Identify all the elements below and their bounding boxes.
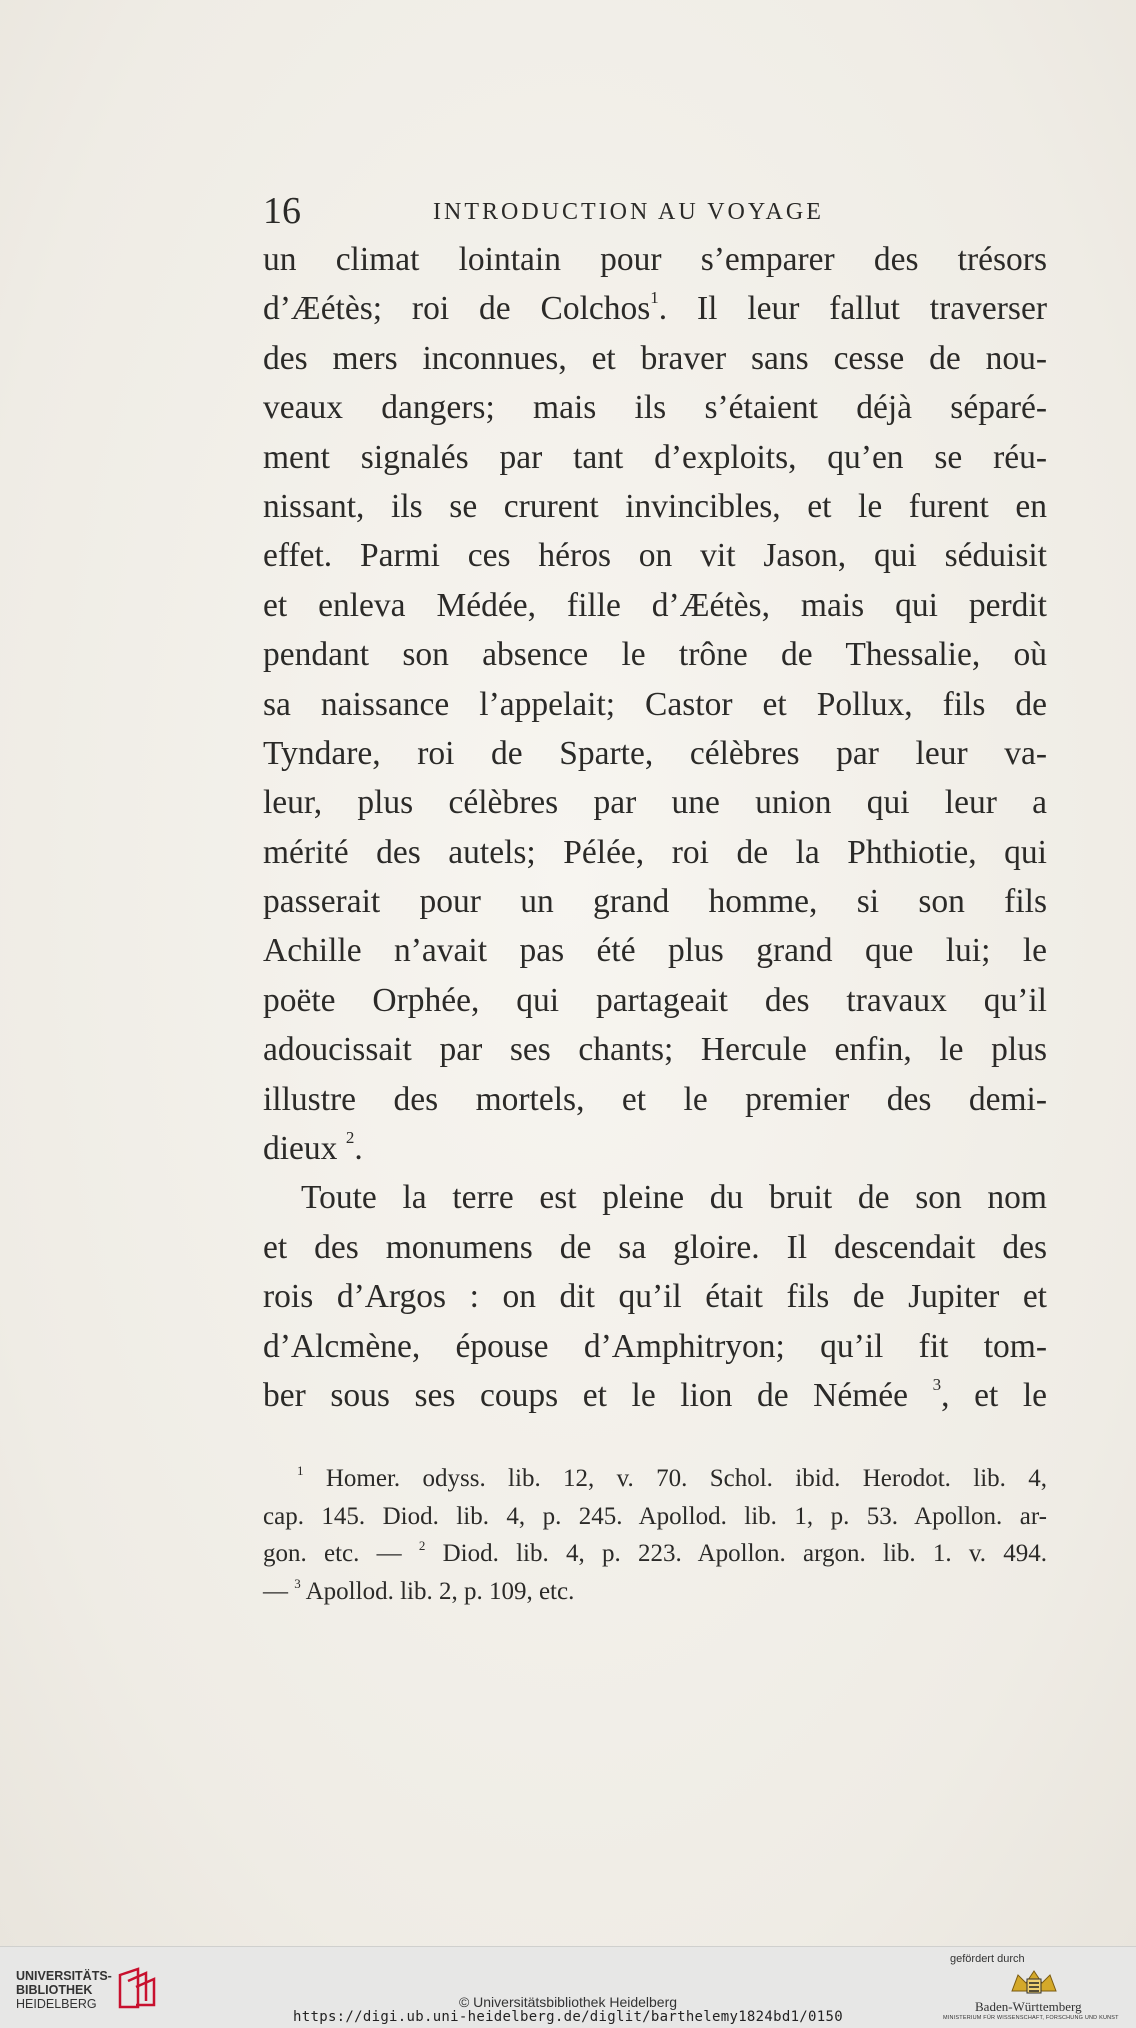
text-line: veaux dangers; mais ils s’étaient déjà séparé- bbox=[263, 389, 1047, 427]
text-line: Toute la terre est pleine du bruit de son nom bbox=[301, 1179, 1047, 1217]
footnote-line bbox=[263, 1573, 1047, 1611]
text-line: et des monumens de sa gloire. Il descendait des bbox=[263, 1228, 1047, 1266]
main-text bbox=[263, 235, 1047, 1420]
page-number: 16 bbox=[263, 190, 301, 232]
library-name-line: UNIVERSITÄTS- bbox=[16, 1969, 112, 1983]
permalink[interactable]: https://digi.ub.uni-heidelberg.de/diglit/barthelemy1824bd1/0150 bbox=[293, 2009, 843, 2025]
text-line: d’Alcmène, épouse d’Amphitryon; qu’il fit tom- bbox=[263, 1327, 1047, 1365]
text-line bbox=[263, 1371, 1047, 1420]
text-segment: ber sous ses coups et le lion de Némée bbox=[263, 1376, 909, 1414]
text-line: ment signalés par tant d’exploits, qu’en se réu- bbox=[263, 438, 1047, 476]
text-line: mérité des autels; Pélée, roi de la Phthiotie, qui bbox=[263, 833, 1047, 871]
text-line: des mers inconnues, et braver sans cesse de nou- bbox=[263, 339, 1047, 377]
library-name-line: HEIDELBERG bbox=[16, 1997, 97, 2011]
footnote-mark: 3 bbox=[294, 1575, 301, 1591]
text-segment: Homer. odyss. lib. 12, v. 70. Schol. ibid. Herodot. lib. 4, bbox=[325, 1465, 1048, 1492]
text-line: adoucissait par ses chants; Hercule enfin, le plus bbox=[263, 1031, 1047, 1069]
text-segment: Diod. lib. 4, p. 223. Apollon. argon. lib. 1. v. 494. bbox=[425, 1540, 1047, 1567]
text-line: un climat lointain pour s’emparer des trésors bbox=[263, 241, 1047, 278]
text-segment: . Il leur fallut traverser bbox=[658, 290, 1047, 328]
text-line: Tyndare, roi de Sparte, célèbres par leur va- bbox=[263, 734, 1047, 772]
note-mark: 3 bbox=[932, 1374, 942, 1394]
text-segment: gon. etc. — bbox=[263, 1540, 402, 1567]
note-mark: 1 bbox=[650, 288, 659, 308]
text-segment: Apollod. lib. 2, p. 109, etc. bbox=[305, 1577, 575, 1605]
copyright-notice: © Universitätsbibliothek Heidelberg bbox=[458, 1994, 678, 2010]
text-line: poëte Orphée, qui partageait des travaux qu’il bbox=[263, 981, 1047, 1019]
page-header bbox=[263, 186, 1047, 236]
text-segment: d’Æétès; roi de Colchos bbox=[263, 290, 651, 328]
text-line: effet. Parmi ces héros on vit Jason, qui séduisit bbox=[263, 537, 1047, 575]
text-line: passerait pour un grand homme, si son fils bbox=[263, 883, 1047, 921]
sponsor-subtitle: MINISTERIUM FÜR WISSENSCHAFT, FORSCHUNG UND KUNST bbox=[943, 2015, 1119, 2021]
text-line bbox=[263, 284, 1047, 333]
text-line bbox=[263, 1124, 1047, 1173]
viewer-footer bbox=[0, 1946, 1136, 2028]
text-segment: . bbox=[354, 1130, 363, 1168]
note-mark: 2 bbox=[345, 1128, 355, 1148]
library-name-line: BIBLIOTHEK bbox=[16, 1983, 93, 1997]
text-line: et enleva Médée, fille d’Æétès, mais qui perdit bbox=[263, 586, 1047, 624]
text-line: Achille n’avait pas été plus grand que lui; le bbox=[263, 932, 1047, 970]
sponsor-label: gefördert durch bbox=[950, 1953, 1025, 1965]
footnote-mark: 2 bbox=[418, 1538, 426, 1553]
baden-wuerttemberg-coat-of-arms-icon bbox=[1006, 1967, 1062, 1997]
running-title: INTRODUCTION AU VOYAGE bbox=[433, 199, 824, 225]
text-line: illustre des mortels, et le premier des demi- bbox=[263, 1080, 1047, 1118]
footnote-mark: 1 bbox=[297, 1463, 304, 1478]
footnote-line bbox=[263, 1460, 1047, 1498]
text-line: leur, plus célèbres par une union qui leur a bbox=[263, 784, 1047, 822]
text-line: rois d’Argos : on dit qu’il était fils de Jupiter et bbox=[263, 1278, 1047, 1316]
footnote-line bbox=[263, 1535, 1047, 1573]
text-segment: , et le bbox=[941, 1376, 1048, 1414]
text-line: nissant, ils se crurent invincibles, et le furent en bbox=[263, 487, 1047, 525]
text-segment: — bbox=[263, 1577, 288, 1605]
text-line: pendant son absence le trône de Thessalie, où bbox=[263, 636, 1047, 674]
text-segment: dieux bbox=[263, 1130, 338, 1168]
text-line: sa naissance l’appelait; Castor et Pollux, fils de bbox=[263, 685, 1047, 723]
sponsor-name: Baden-Württemberg bbox=[975, 1999, 1082, 2014]
footnote-line: cap. 145. Diod. lib. 4, p. 245. Apollod. lib. 1, p. 53. Apollon. ar- bbox=[263, 1502, 1047, 1530]
footnotes bbox=[263, 1460, 1047, 1610]
